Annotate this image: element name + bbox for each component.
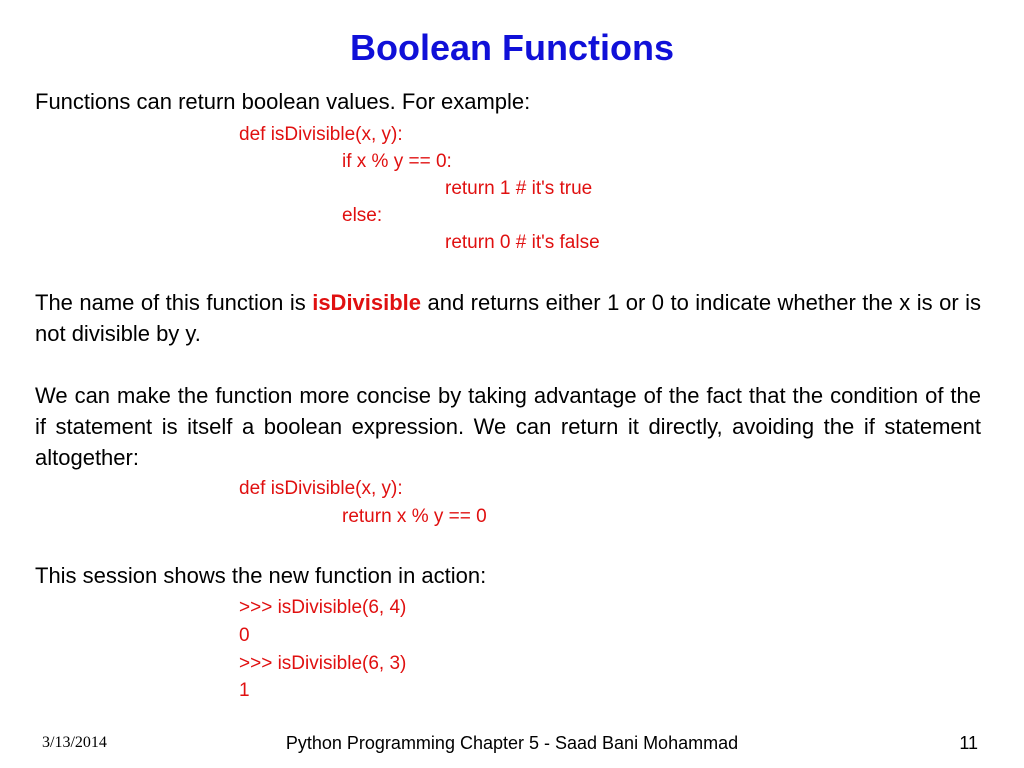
paragraph-function-name [35, 287, 981, 349]
footer-date: 3/13/2014 [42, 734, 107, 751]
footer-page-number: 11 [959, 733, 978, 753]
footer-title: Python Programming Chapter 5 - Saad Bani Mohammad [285, 733, 739, 753]
session-line-call-6-4: >>> isDivisible(6, 4) [239, 597, 407, 618]
code2-line-def: def isDivisible(x, y): [239, 478, 403, 499]
session-line-call-6-3: >>> isDivisible(6, 3) [239, 653, 407, 674]
session-line-result-0: 0 [239, 625, 250, 646]
session-intro-text: This session shows the new function in action: [35, 563, 487, 588]
code1-line-return-false: return 0 # it's false [445, 232, 600, 253]
paragraph-function-name-after: and returns either 1 or 0 to indicate whether the x is or is not divisible by y. [35, 290, 982, 346]
intro-text: Functions can return boolean values. For example: [35, 89, 531, 114]
function-name-highlight: isDivisible [312, 290, 422, 315]
paragraph-concise: We can make the function more concise by taking advantage of the fact that the condition of the if statement is itself a boolean expression. We can return it directly, avoiding the if statement altogether: [35, 383, 981, 470]
code1-line-def: def isDivisible(x, y): [239, 124, 403, 145]
code2-line-return: return x % y == 0 [342, 506, 487, 527]
code1-line-else: else: [342, 205, 383, 226]
code1-line-return-true: return 1 # it's true [445, 178, 593, 199]
slide-title: Boolean Functions [350, 27, 674, 68]
paragraph-function-name-before: The name of this function is [35, 290, 313, 315]
code1-line-if: if x % y == 0: [342, 151, 452, 172]
session-line-result-1: 1 [239, 680, 250, 701]
